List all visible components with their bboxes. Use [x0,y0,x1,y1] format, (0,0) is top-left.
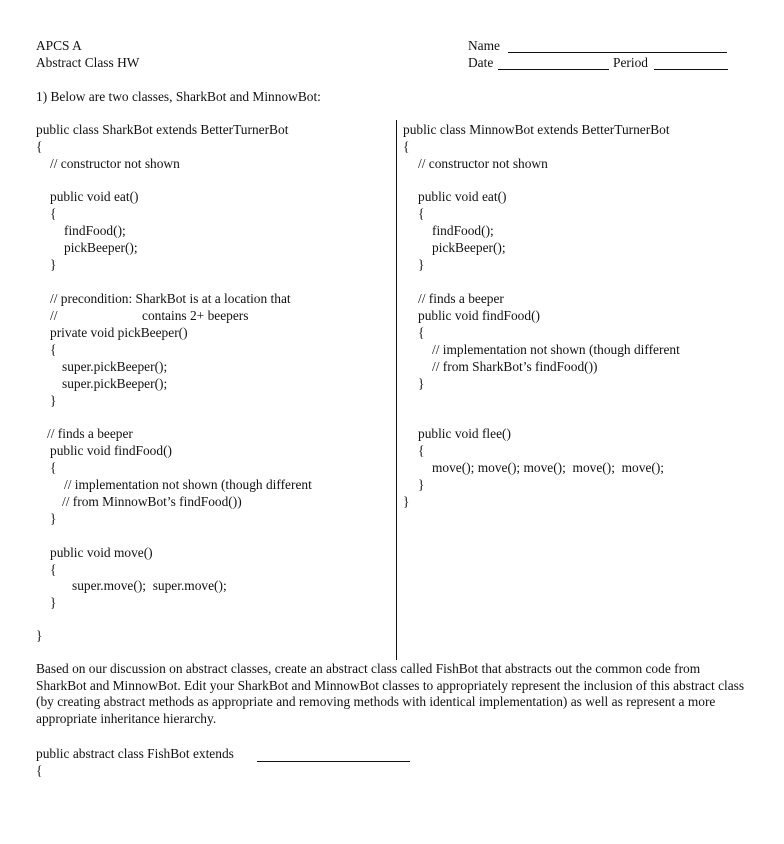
code-line: } [403,494,410,509]
code-line: findFood(); [432,223,494,238]
code-comment: // from MinnowBot’s findFood()) [62,494,242,509]
name-label: Name [468,38,500,53]
period-label: Period [613,55,648,70]
code-line: } [418,257,425,272]
code-line: pickBeeper(); [64,240,138,255]
code-line: public void findFood() [418,308,540,323]
code-line: super.move(); super.move(); [72,578,227,593]
code-line: { [50,206,57,221]
code-comment: // from SharkBot’s findFood()) [432,359,598,374]
fishbot-brace: { [36,763,43,778]
code-line: } [36,628,43,643]
instructions-paragraph: Based on our discussion on abstract classes, create an abstract class called FishBot that abstracts out the common code from SharkBot and MinnowBot. Edit your SharkBot and MinnowBot classes to appropriately represent the inclusion of this abstract class (by creating abstract methods as appropriate and removing methods with identical implementation) as well as represent a more appropriate inheritance hierarchy. [36,661,745,726]
code-comment: // constructor not shown [50,156,180,171]
code-comment: // implementation not shown (though different [64,477,312,492]
code-line: super.pickBeeper(); [62,376,168,391]
code-comment: // constructor not shown [418,156,548,171]
assignment-title: Abstract Class HW [36,55,140,70]
code-line: } [50,511,57,526]
code-line: public void findFood() [50,443,172,458]
code-line: public void move() [50,545,153,560]
code-line: public void eat() [50,189,139,204]
code-line: { [418,443,425,458]
code-comment: // finds a beeper [418,291,504,306]
code-line: public class SharkBot extends BetterTurnerBot [36,122,289,137]
code-line: public void flee() [418,426,511,441]
code-comment: // finds a beeper [47,426,133,441]
fishbot-superclass-blank[interactable] [257,761,410,762]
name-line [508,52,727,53]
code-line: } [418,477,425,492]
code-line: } [418,376,425,391]
column-divider [396,120,397,660]
code-line: pickBeeper(); [432,240,506,255]
code-line: { [50,460,57,475]
code-line: } [50,257,57,272]
code-line: public void eat() [418,189,507,204]
date-line [498,69,609,70]
code-line: { [36,139,43,154]
code-comment: contains 2+ beepers [142,308,249,323]
code-line: { [403,139,410,154]
question-intro: 1) Below are two classes, SharkBot and MinnowBot: [36,89,321,104]
code-line: super.pickBeeper(); [62,359,168,374]
course-title: APCS A [36,38,82,53]
code-line: } [50,393,57,408]
fishbot-declaration: public abstract class FishBot extends [36,746,234,761]
code-line: } [50,595,57,610]
code-comment: // [50,308,58,323]
code-line: findFood(); [64,223,126,238]
code-line: move(); move(); move(); move(); move(); [432,460,665,475]
code-comment: // precondition: SharkBot is at a location that [50,291,291,306]
code-line: { [50,342,57,357]
code-line: { [50,562,57,577]
date-label: Date [468,55,494,70]
code-comment: // implementation not shown (though different [432,342,680,357]
code-line: { [418,206,425,221]
code-line: public class MinnowBot extends BetterTurnerBot [403,122,670,137]
code-line: { [418,325,425,340]
period-line [654,69,728,70]
code-line: private void pickBeeper() [50,325,188,340]
